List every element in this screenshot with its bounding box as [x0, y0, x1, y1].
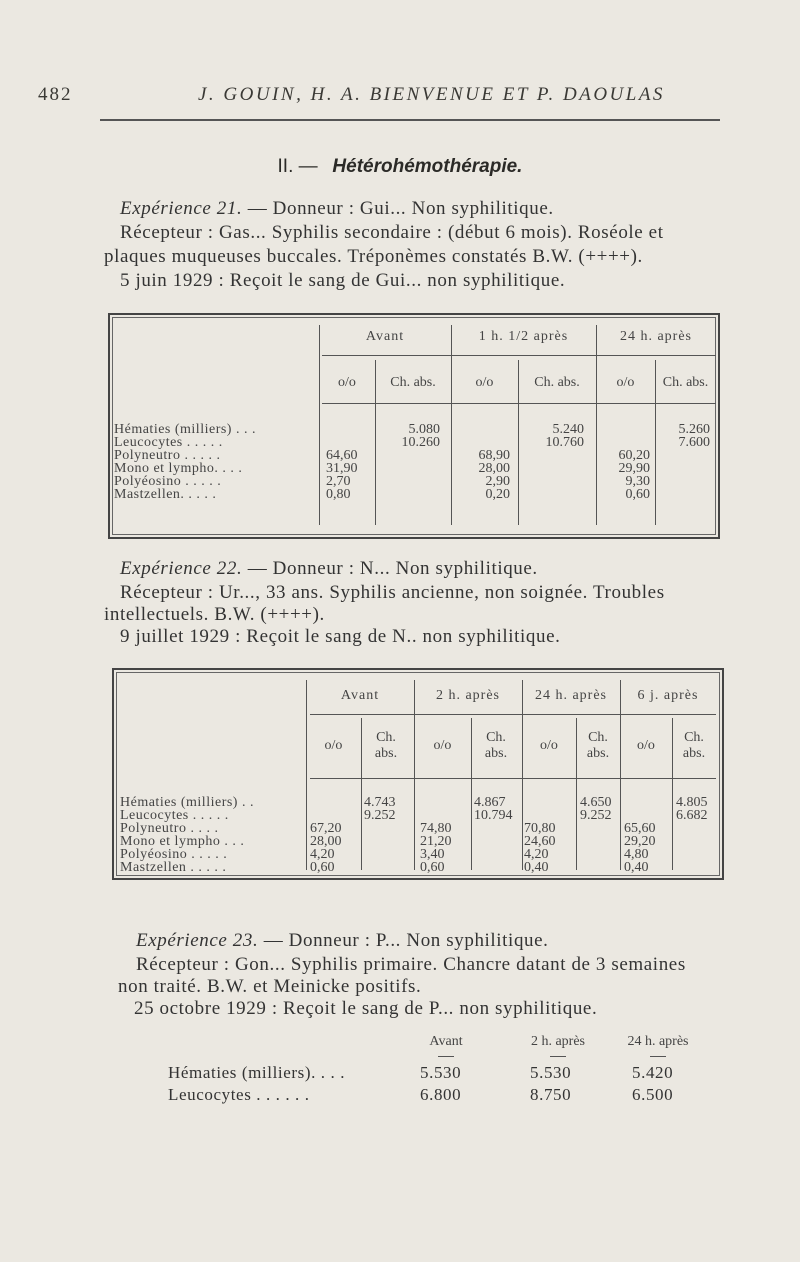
header-rule [100, 119, 720, 121]
t21-row-hematies: Hématies (milliers) . . . [114, 422, 256, 437]
t22-row-leucocytes: Leucocytes . . . . . [120, 808, 229, 823]
t22-col-avant-abs: 4.743 9.252 [364, 795, 396, 823]
exp23-donor: — Donneur : P... Non syphilitique. [258, 930, 549, 951]
exp22-line2: Récepteur : Ur..., 33 ans. Syphilis ancienne, non soignée. Troubles [120, 582, 665, 603]
exp22-label: Expérience 22. [120, 558, 243, 579]
running-head-authors: J. GOUIN, H. A. BIENVENUE ET P. DAOULAS [198, 84, 665, 105]
t21-col-avant-pct: 64,60 31,90 2,70 0,80 [326, 448, 358, 502]
exp23-line1 [136, 930, 549, 951]
t22-col-24h-abs: 4.650 9.252 [580, 795, 612, 823]
exp21-line3: plaques muqueuses buccales. Tréponèmes constatés B.W. (++++). [104, 246, 643, 267]
t21-row-mono: Mono et lympho. . . . [114, 461, 243, 476]
t23-24h-2: 6.500 [632, 1085, 674, 1104]
t23-24h-1: 5.420 [632, 1063, 674, 1082]
exp21-line1 [120, 198, 554, 219]
t21-sub-5: o/o [616, 375, 635, 390]
t21-group-1h30: 1 h. 1/2 après [478, 329, 569, 344]
t23-head-avant: Avant [429, 1034, 463, 1049]
section-number: II. — [277, 156, 318, 177]
exp22-line4: 9 juillet 1929 : Reçoit le sang de N.. non syphilitique. [120, 626, 561, 647]
page-number: 482 [38, 84, 73, 105]
t22-col-2h-pct: 74,80 21,20 3,40 0,60 [420, 821, 452, 875]
exp23-line2: Récepteur : Gon... Syphilis primaire. Chancre datant de 3 semaines [136, 954, 686, 975]
t21-row-polyneutro: Polyneutro . . . . . [114, 448, 221, 463]
t21-sub-1: o/o [338, 375, 356, 390]
t22-row-polyneutro: Polyneutro . . . . [120, 821, 219, 836]
t22-row-mastzellen: Mastzellen . . . . . [120, 860, 227, 875]
t22-col-avant-pct: 67,20 28,00 4,20 0,60 [310, 821, 342, 875]
t23-dash-3 [650, 1056, 666, 1057]
t21-sub-3: o/o [475, 375, 494, 390]
t22-row-hematies: Hématies (milliers) . . [120, 795, 254, 810]
section-title: Hétérohémothérapie. [332, 156, 523, 177]
t22-group-6j: 6 j. après [637, 688, 699, 703]
t23-2h-1: 5.530 [530, 1063, 572, 1082]
t21-col-24h-pct: 60,20 29,90 9,30 0,60 [618, 448, 650, 502]
exp22-donor: — Donneur : N... Non syphilitique. [242, 558, 538, 579]
t22-row-labels [120, 796, 254, 874]
t23-row-leucocytes: Leucocytes . . . . . . [168, 1085, 310, 1104]
t21-col-24h-abs: 5.260 7.600 [678, 422, 710, 450]
t22-sub-2: Ch. abs. [374, 730, 398, 761]
t21-col-1h-abs: 5.240 10.760 [545, 422, 584, 450]
t23-avant-2: 6.800 [420, 1085, 462, 1104]
table-exp21 [108, 313, 720, 539]
table-exp22 [112, 668, 724, 880]
t23-row-hematies: Hématies (milliers). . . . [168, 1063, 346, 1082]
exp21-donor: — Donneur : Gui... Non syphilitique. [242, 198, 554, 219]
t22-sub-7: o/o [637, 738, 655, 753]
t22-sub-4: Ch. abs. [484, 730, 508, 761]
exp23-line3: non traité. B.W. et Meinicke positifs. [118, 976, 422, 997]
exp23-line4: 25 octobre 1929 : Reçoit le sang de P... non syphilitique. [134, 998, 598, 1019]
exp21-label: Expérience 21. [120, 198, 243, 219]
exp22-line1 [120, 558, 538, 579]
t22-sub-1: o/o [324, 738, 343, 753]
t23-avant-1: 5.530 [420, 1063, 462, 1082]
t21-row-polyeosino: Polyéosino . . . . . [114, 474, 222, 489]
t23-head-2h: 2 h. après [530, 1034, 586, 1049]
exp21-line4: 5 juin 1929 : Reçoit le sang de Gui... non syphilitique. [120, 270, 566, 291]
t21-row-labels [114, 423, 256, 501]
t21-group-avant: Avant [365, 329, 405, 344]
t23-2h-2: 8.750 [530, 1085, 572, 1104]
t22-group-2h: 2 h. après [435, 688, 501, 703]
t22-col-24h-pct: 70,80 24,60 4,20 0,40 [524, 821, 556, 875]
t21-row-leucocytes: Leucocytes . . . . . [114, 435, 223, 450]
t21-sub-4: Ch. abs. [534, 375, 580, 390]
exp22-line3: intellectuels. B.W. (++++). [104, 604, 325, 625]
t21-group-24h: 24 h. après [619, 329, 693, 344]
t22-col-6j-abs: 4.805 6.682 [676, 795, 708, 823]
t22-col-2h-abs: 4.867 10.794 [474, 795, 513, 823]
t23-dash-2 [550, 1056, 566, 1057]
running-head [38, 84, 730, 114]
t21-sub-6: Ch. abs. [662, 375, 709, 390]
t21-col-1h-pct: 68,90 28,00 2,90 0,20 [478, 448, 510, 502]
t22-sub-3: o/o [433, 738, 452, 753]
t22-col-6j-pct: 65,60 29,20 4,80 0,40 [624, 821, 656, 875]
exp23-label: Expérience 23. [136, 930, 259, 951]
exp21-line2: Récepteur : Gas... Syphilis secondaire : (début 6 mois). Roséole et [120, 222, 664, 243]
t22-group-avant: Avant [340, 688, 380, 703]
section-heading [0, 156, 800, 178]
t21-col-avant-abs: 5.080 10.260 [401, 422, 440, 450]
t22-row-mono: Mono et lympho . . . [120, 834, 245, 849]
t22-sub-6: Ch. abs. [586, 730, 610, 761]
t22-group-24h: 24 h. après [534, 688, 608, 703]
t23-dash-1 [438, 1056, 454, 1057]
t22-sub-8: Ch. abs. [682, 730, 706, 761]
t22-sub-5: o/o [540, 738, 558, 753]
t22-row-polyeosino: Polyéosino . . . . . [120, 847, 228, 862]
t21-sub-2: Ch. abs. [390, 375, 436, 390]
t21-row-mastzellen: Mastzellen. . . . . [114, 487, 217, 502]
t23-head-24h: 24 h. après [627, 1034, 689, 1049]
